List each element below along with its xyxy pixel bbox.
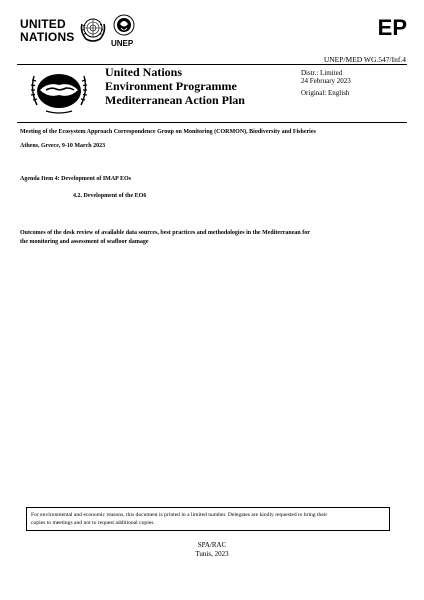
footer-place-year: Tunis, 2023: [195, 550, 229, 558]
print-notice-box: [26, 507, 390, 531]
org-line-3: Mediterranean Action Plan: [105, 93, 245, 107]
un-logo-line1: UNITED: [20, 17, 66, 31]
document-title-line2: the monitoring and assessment of seafloor damage: [20, 239, 149, 245]
agenda-sub-item: 4.2. Development of the EO6: [73, 193, 147, 199]
document-title-line1: Outcomes of the desk review of available data sources, best practices and methodologies in the Mediterranean for: [20, 230, 310, 236]
org-line-1: United Nations: [105, 65, 183, 79]
notice-line1: For environmental and economic reasons, this document is printed in a limited number. Delegates are kindly requested to bring their: [31, 512, 328, 518]
un-logo-text: [20, 18, 75, 44]
section-rule: [17, 122, 407, 123]
map-logo-icon: [26, 66, 92, 116]
organization-name: [105, 65, 245, 107]
document-date: 24 February 2023: [301, 77, 351, 85]
agenda-item: Agenda Item 4: Development of IMAP EOs: [20, 176, 131, 182]
original-language: Original: English: [301, 89, 350, 97]
notice-line2: copies to meetings and not to request additional copies.: [31, 520, 155, 526]
distribution-block: [301, 69, 351, 97]
un-emblem-icon: [78, 14, 108, 44]
meeting-title: Meeting of the Ecosystem Approach Correspondence Group on Monitoring (CORMON), Biodiversity and Fisheries: [20, 129, 316, 135]
ep-mark: EP: [377, 15, 407, 40]
footer-organization: SPA/RAC: [197, 541, 227, 549]
document-reference: UNEP/MED WG.547/Inf.4: [323, 55, 406, 64]
org-line-2: Environment Programme: [105, 79, 237, 93]
unep-emblem-icon: [113, 14, 135, 38]
distribution-label: Distr.: Limited: [301, 69, 343, 77]
meeting-location: Athens, Greece, 9-10 March 2023: [20, 143, 106, 149]
un-logo-line2: NATIONS: [20, 30, 75, 44]
unep-label: UNEP: [111, 39, 134, 48]
